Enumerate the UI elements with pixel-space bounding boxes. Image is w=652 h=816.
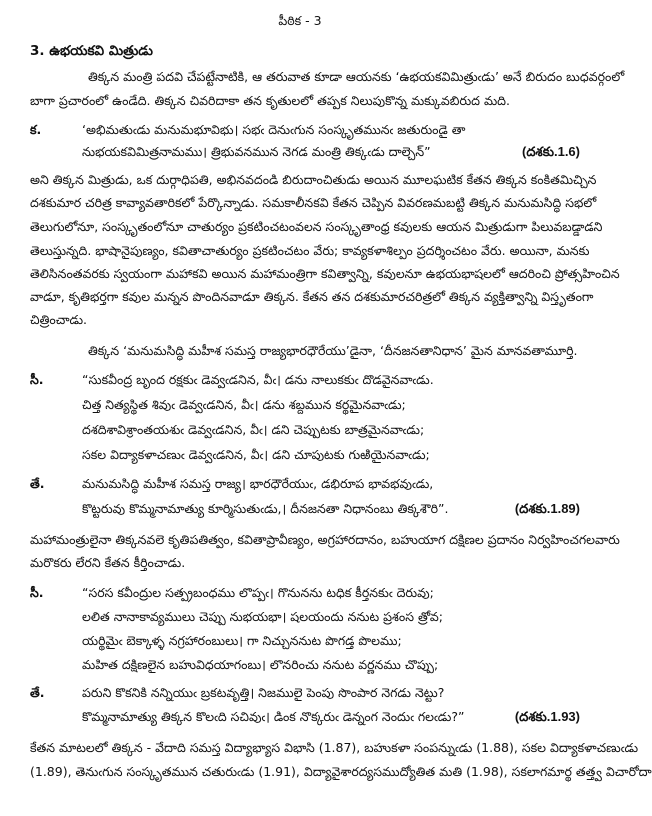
verse-reference: (దశకు.1.89) — [514, 501, 580, 516]
paragraph-line: దశకుమార చరిత్ర కావ్యావతారికలో పేర్కొన్నాడు. సమకాలీనకవి కేతన చెప్పిన వివరణమబట్టి తిక్కన మనుమసిద్ధి సభలో — [30, 195, 597, 210]
verse-marker: సీ. — [30, 585, 44, 600]
verse-line: “సుకవీంద్ర బృంద రక్షకుఁ డెవ్వఁడనిన, వీఁ। డను నాలుకకుఁ దొడవైనవాఁడు. — [82, 372, 434, 387]
verse-line: నుభయకవిమిత్రనామము। త్రిభువనమున నెగడ మంత్రి తిక్కఁడు దాల్చెన్” — [82, 144, 431, 159]
verse-line: మనుమసిద్ధి మహీశ సమస్త రాజ్య। భారధౌరేయుఁ, డభిరూప భావభవుఁడు, — [82, 476, 434, 491]
verse-line: కొట్టరువు కొమ్మనామాత్యు కూర్మిసుతుఁడు,। దీనజనతా నిధానంబు తిక్కశౌరి”. — [82, 501, 449, 516]
verse-line: యర్థిమైఁ బెక్కాళ్ళ నగ్రహారంబులు। గా నిచ్చుననుట పొగడ్త పొలము; — [82, 633, 402, 648]
verse-line: లలిత నానాకావ్యములు చెప్పు నుభయభా। షలయందు ననుట ప్రశంస త్రోవ; — [82, 609, 443, 624]
verse-marker: సీ. — [30, 372, 44, 387]
verse-reference: (దశకు.1.93) — [514, 709, 580, 724]
paragraph-line: బాగా ప్రచారంలో ఉండేది. తిక్కన చివరిదాకా తన కృతులలో తప్పక నిలుపుకొన్న మక్కువబిరుద మది. — [30, 93, 510, 108]
verse-line: దశదిశావిశ్రాంతయశుఁ డెవ్వఁడనిన, వీఁ। డని చెప్పుటకు బాత్రమైనవాఁడు; — [82, 422, 425, 437]
page-header: పీఠిక - 3 — [278, 13, 322, 28]
paragraph-line: మరొకరు లేరని కేతన కీర్తించాడు. — [30, 555, 186, 570]
verse-line: సకల విద్యాకళాచణుఁ డెవ్వఁడనిన, వీఁ। డని చూపుటకు గుఱియైనవాఁడు; — [82, 447, 430, 462]
verse-marker: క. — [30, 122, 42, 137]
verse-reference: (దశకు.1.6) — [522, 144, 580, 159]
paragraph-line: తిక్కన మంత్రి పదవి చేపట్టేనాటికి, ఆ తరువాత కూడా ఆయనకు ‘ఉభయకవిమిత్రుఁడు’ అనే బిరుదం బుధవర్గంలో — [88, 69, 625, 84]
verse-line: మహిత దక్షిణలైన బహువిధయాగంబు। లొనరించు ననుట వర్ణనము చొప్పు; — [82, 657, 439, 672]
paragraph-line: తెలుగులోనూ, సంస్కృతంలోనూ చాతుర్యం ప్రకటించటంవలన సంస్కృతాంధ్ర కవులకు ఆయన మిత్రుడుగా పిలువబడ్డాడని — [30, 219, 603, 234]
verse-line: కొమ్మనామాత్యు తిక్కన కొలఁది సచివుఁ। డింక నొక్కరుఁ డెన్నంగ నెందుఁ గలఁడు?” — [82, 709, 465, 724]
verse-marker: తే. — [30, 476, 45, 491]
paragraph-line: తెలుస్తున్నది. భాషానైపుణ్యం, కవితాచాతుర్యం ప్రకటించటం వేరు; కావ్యకళాశిల్పం ప్రదర్శించటం వేరు. అయినా, మనకు — [30, 243, 590, 258]
section-heading: 3. ఉభయకవి మిత్రుడు — [30, 43, 153, 59]
paragraph-line: తిక్కన ‘మనుమసిద్ధి మహీశ సమస్త రాజ్యభారధౌరేయు’డైనా, ‘దీనజనతానిధాన’ మైన మానవతామూర్తి. — [88, 343, 578, 358]
paragraph-line: (1.89), తెనుఁగున సంస్కృతమున చతురుఁడు (1.91), విద్యావైశారద్యసముద్యోతిత మతి (1.98), సకలాగమార్థ తత్త్వ విచారోదా — [30, 764, 652, 779]
verse-marker: తే. — [30, 685, 45, 700]
verse-line: ‘అభిమతుఁడు మనుమభూవిభు। సభఁ దెనుఁగున సంస్కృతమునఁ జతురుండై తా — [82, 122, 466, 137]
paragraph-line: మహామంత్రులైనా తిక్కనవలె కృతిపతిత్వం, కవితాప్రావీణ్యం, అగ్రహారదానం, బహుయాగ దక్షిణల ప్రదానం నిర్వహించగలవారు — [30, 532, 620, 547]
verse-line: చిత్త నిత్యస్థిత శివుఁ డెవ్వఁడనిన, వీఁ। డను శబ్దమున కర్థమైనవాఁడు; — [82, 397, 406, 412]
paragraph-line: అని తిక్కన మిత్రుడు, ఒక దుర్గాధిపతి, అభినవదండి బిరుదాంచితుడు అయిన మూలఘటిక కేతన తిక్కన కంకితమిచ్చిన — [30, 172, 597, 187]
verse-line: “సరస కవీంద్రుల సత్ప్రబంధము లొప్పఁ। గొనునను టధిక కీర్తనకుఁ దెరువు; — [82, 585, 434, 600]
paragraph-line: తెలిసినంతవరకు స్వయంగా మహాకవి అయిన మహామంత్రిగా కవిత్వాన్ని, కవులనూ ఉభయభాషలలో ఆదరించి ప్రోత్సహించిన — [30, 266, 620, 281]
paragraph-line: కేతన మాటలలో తిక్కన - వేదాది సమస్త విద్యాభ్యాస విభాసి (1.87), బహుకళా సంపన్నుఁడు (1.88), సకల విద్యాకళాచణుఁడు — [30, 740, 639, 755]
paragraph-line: వాడూ, కృతిభర్తగా కవుల మన్నన పొందినవాడూ తిక్కన. కేతన తన దశకుమారచరిత్రలో తిక్కన వ్యక్తిత్వాన్ని విస్తృతంగా — [30, 289, 594, 304]
paragraph-line: చిత్రించాడు. — [30, 312, 88, 327]
verse-line: పరుని కొకనికి నన్నియుఁ బ్రకటవృత్తి। నిజములై పెంపు సొంపార నెగడు నెట్టు? — [82, 685, 445, 700]
